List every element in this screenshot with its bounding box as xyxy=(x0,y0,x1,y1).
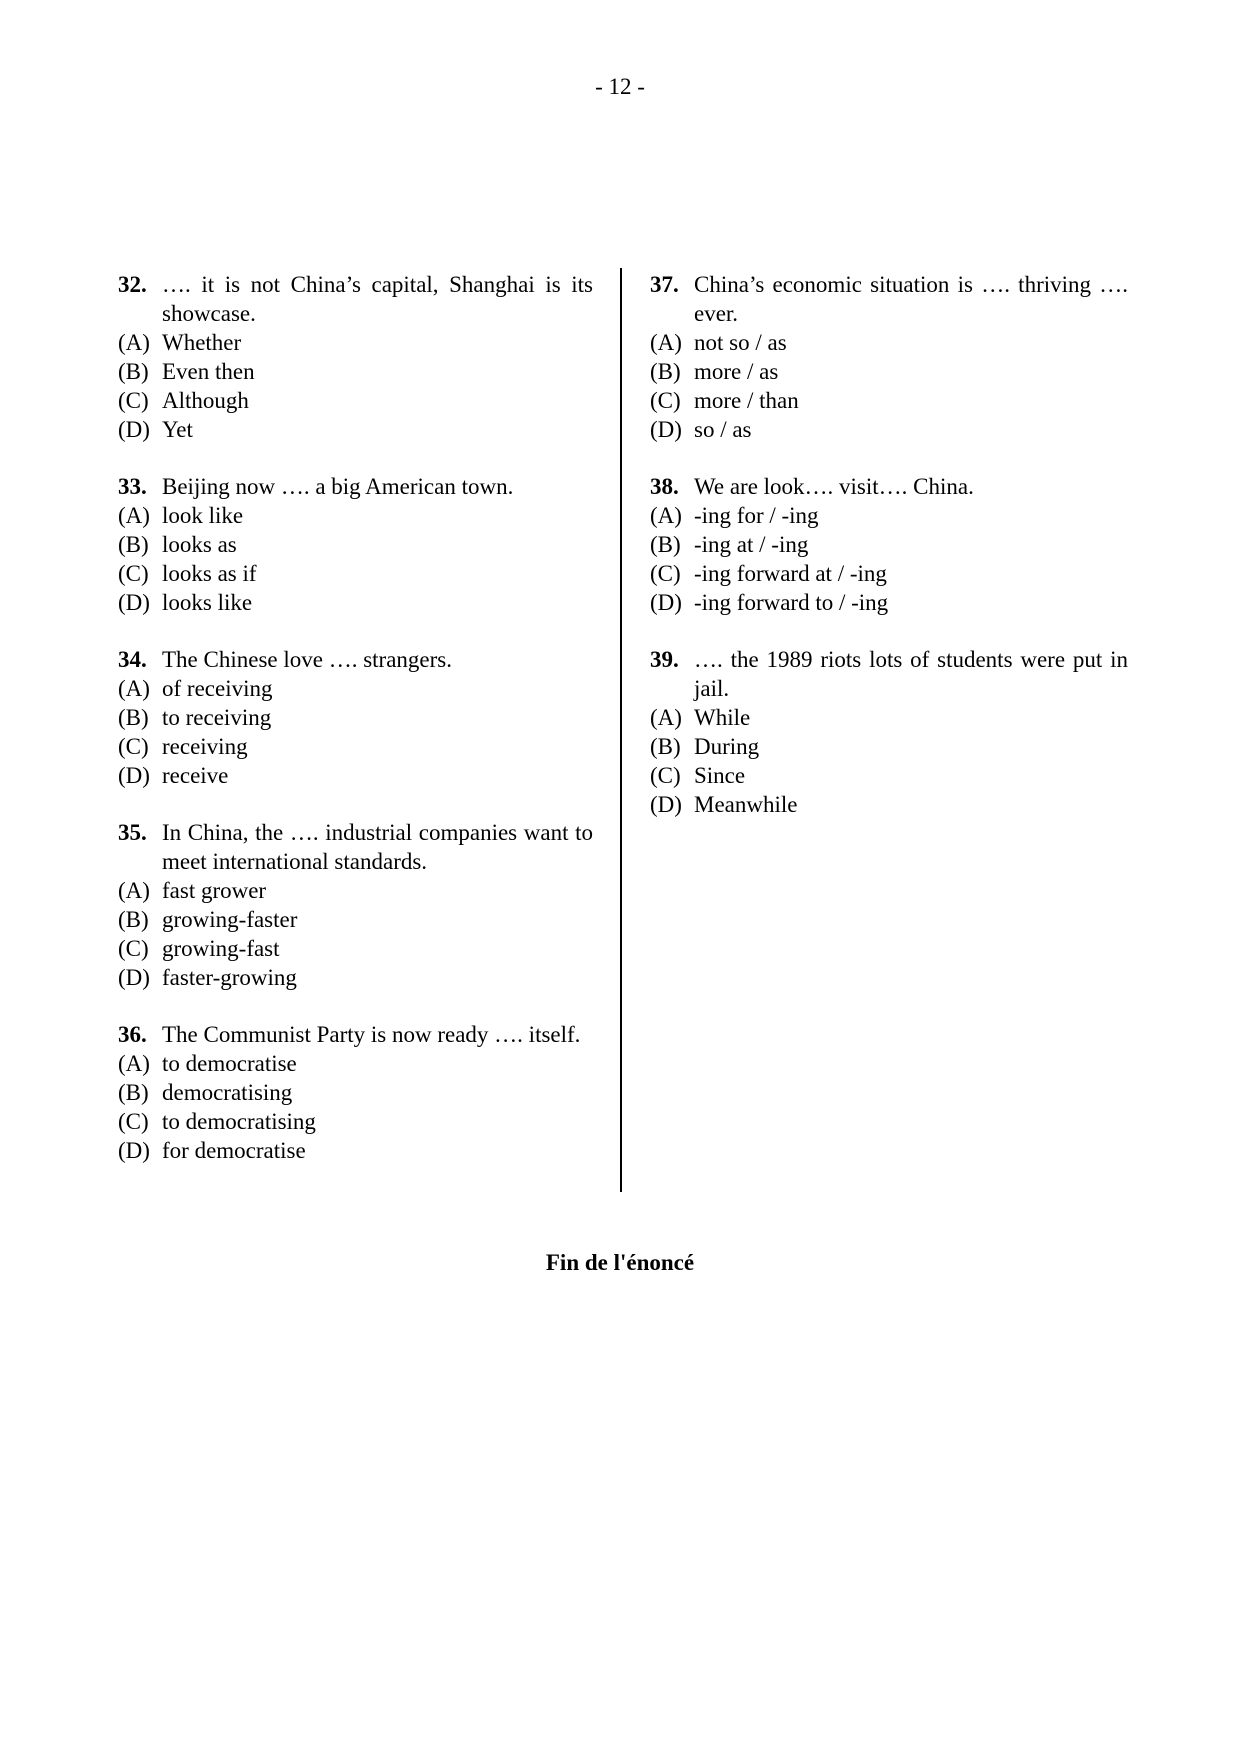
option-text: fast grower xyxy=(162,878,267,903)
column-divider xyxy=(620,268,622,1192)
question-number: 36. xyxy=(118,1022,147,1047)
answer-option xyxy=(650,588,1128,617)
answer-option xyxy=(118,357,593,386)
answer-option xyxy=(118,761,593,790)
option-text: receiving xyxy=(162,734,248,759)
question-39 xyxy=(650,645,1128,819)
option-text: more / as xyxy=(694,359,779,384)
option-letter: (D) xyxy=(118,965,150,990)
question-number: 33. xyxy=(118,474,147,499)
option-text: -ing forward at / -ing xyxy=(694,561,887,586)
option-letter: (A) xyxy=(118,503,150,528)
question-number: 38. xyxy=(650,474,679,499)
option-letter: (B) xyxy=(650,359,681,384)
answer-option xyxy=(118,415,593,444)
option-text: faster-growing xyxy=(162,965,297,990)
option-letter: (C) xyxy=(118,1109,149,1134)
option-text: to receiving xyxy=(162,705,272,730)
option-letter: (A) xyxy=(118,676,150,701)
question-stem xyxy=(118,645,593,674)
question-text: …. it is not China’s capital, Shanghai is its showcase. xyxy=(162,272,593,326)
option-letter: (D) xyxy=(650,792,682,817)
question-number: 39. xyxy=(650,647,679,672)
answer-option xyxy=(118,876,593,905)
option-letter: (C) xyxy=(650,388,681,413)
answer-option xyxy=(118,588,593,617)
question-37 xyxy=(650,270,1128,444)
question-text: Beijing now …. a big American town. xyxy=(162,474,514,499)
right-column xyxy=(650,270,1128,847)
option-text: to democratise xyxy=(162,1051,297,1076)
answer-option xyxy=(118,703,593,732)
option-text: not so / as xyxy=(694,330,787,355)
answer-option xyxy=(650,415,1128,444)
option-letter: (B) xyxy=(118,1080,149,1105)
option-letter: (C) xyxy=(118,561,149,586)
question-stem xyxy=(118,270,593,328)
question-38 xyxy=(650,472,1128,617)
option-letter: (B) xyxy=(650,532,681,557)
option-letter: (C) xyxy=(650,561,681,586)
option-letter: (C) xyxy=(118,734,149,759)
option-text: looks like xyxy=(162,590,253,615)
question-text: We are look…. visit…. China. xyxy=(694,474,974,499)
answer-option xyxy=(118,1049,593,1078)
option-letter: (D) xyxy=(650,590,682,615)
answer-option xyxy=(118,386,593,415)
option-text: -ing for / -ing xyxy=(694,503,819,528)
answer-option xyxy=(118,674,593,703)
option-text: Meanwhile xyxy=(694,792,798,817)
option-letter: (D) xyxy=(118,763,150,788)
option-text: of receiving xyxy=(162,676,273,701)
question-36 xyxy=(118,1020,593,1165)
page-number: - 12 - xyxy=(595,74,645,99)
option-letter: (D) xyxy=(118,417,150,442)
answer-option xyxy=(118,501,593,530)
answer-option xyxy=(650,386,1128,415)
question-number: 35. xyxy=(118,820,147,845)
question-34 xyxy=(118,645,593,790)
answer-option xyxy=(118,934,593,963)
question-stem xyxy=(118,1020,593,1049)
option-text: more / than xyxy=(694,388,799,413)
question-number: 32. xyxy=(118,272,147,297)
question-stem xyxy=(650,270,1128,328)
option-text: for democratise xyxy=(162,1138,306,1163)
answer-option xyxy=(650,501,1128,530)
option-text: Even then xyxy=(162,359,255,384)
answer-option xyxy=(650,703,1128,732)
option-letter: (C) xyxy=(650,763,681,788)
option-letter: (C) xyxy=(118,936,149,961)
question-35 xyxy=(118,818,593,992)
option-text: looks as xyxy=(162,532,237,557)
question-text: China’s economic situation is …. thriving …. ever. xyxy=(694,272,1128,326)
option-letter: (B) xyxy=(118,705,149,730)
answer-option xyxy=(118,1136,593,1165)
question-stem xyxy=(650,472,1128,501)
question-text: The Communist Party is now ready …. itself. xyxy=(162,1022,581,1047)
end-of-statement: Fin de l'énoncé xyxy=(545,1250,695,1275)
question-stem xyxy=(118,818,593,876)
option-text: growing-fast xyxy=(162,936,280,961)
question-stem xyxy=(650,645,1128,703)
option-text: so / as xyxy=(694,417,752,442)
question-number: 34. xyxy=(118,647,147,672)
option-letter: (D) xyxy=(650,417,682,442)
option-text: -ing at / -ing xyxy=(694,532,809,557)
option-letter: (A) xyxy=(118,1051,150,1076)
option-letter: (B) xyxy=(650,734,681,759)
question-stem xyxy=(118,472,593,501)
option-letter: (B) xyxy=(118,359,149,384)
question-text: The Chinese love …. strangers. xyxy=(162,647,452,672)
answer-option xyxy=(650,530,1128,559)
option-text: receive xyxy=(162,763,229,788)
answer-option xyxy=(118,732,593,761)
option-text: While xyxy=(694,705,751,730)
option-text: looks as if xyxy=(162,561,257,586)
answer-option xyxy=(650,559,1128,588)
option-letter: (A) xyxy=(650,503,682,528)
option-text: -ing forward to / -ing xyxy=(694,590,889,615)
question-text: In China, the …. industrial companies want to meet international standards. xyxy=(162,820,593,874)
answer-option xyxy=(118,1107,593,1136)
option-letter: (A) xyxy=(118,330,150,355)
option-text: to democratising xyxy=(162,1109,316,1134)
option-letter: (D) xyxy=(118,590,150,615)
answer-option xyxy=(118,559,593,588)
answer-option xyxy=(650,357,1128,386)
left-column xyxy=(118,270,593,1193)
option-text: Yet xyxy=(162,417,193,442)
option-text: Whether xyxy=(162,330,242,355)
question-text: …. the 1989 riots lots of students were put in jail. xyxy=(694,647,1128,701)
option-text: Although xyxy=(162,388,249,413)
answer-option xyxy=(118,1078,593,1107)
option-letter: (A) xyxy=(650,705,682,730)
answer-option xyxy=(118,530,593,559)
answer-option xyxy=(118,905,593,934)
option-letter: (A) xyxy=(118,878,150,903)
answer-option xyxy=(650,790,1128,819)
question-33 xyxy=(118,472,593,617)
option-text: During xyxy=(694,734,760,759)
option-letter: (B) xyxy=(118,907,149,932)
question-number: 37. xyxy=(650,272,679,297)
question-32 xyxy=(118,270,593,444)
answer-option xyxy=(118,328,593,357)
answer-option xyxy=(118,963,593,992)
option-letter: (C) xyxy=(118,388,149,413)
answer-option xyxy=(650,761,1128,790)
answer-option xyxy=(650,328,1128,357)
option-text: democratising xyxy=(162,1080,293,1105)
option-letter: (D) xyxy=(118,1138,150,1163)
option-text: look like xyxy=(162,503,244,528)
option-text: growing-faster xyxy=(162,907,298,932)
option-text: Since xyxy=(694,763,746,788)
answer-option xyxy=(650,732,1128,761)
option-letter: (B) xyxy=(118,532,149,557)
option-letter: (A) xyxy=(650,330,682,355)
